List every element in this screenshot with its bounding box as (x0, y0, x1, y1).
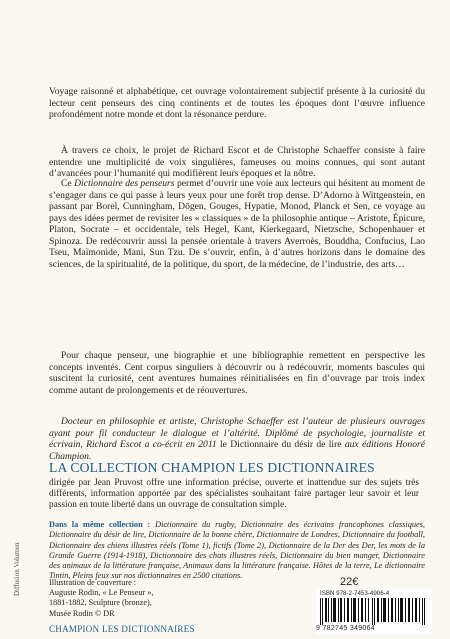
price-label: 22€ (340, 576, 359, 588)
distributor-label: Diffusion Volumen (13, 542, 21, 596)
illustration-line-4: Musée Rodin © DR (49, 608, 115, 618)
authors-bio (49, 416, 425, 462)
collection-description: dirigée par Jean Pruvost offre une information précise, ouverte et inattendue sur des sujets très différents, information apportée par des spécialistes souhaitant faire partager leur savoir et leur passion en toute liberté dans un ouvrage de consultation simple. (49, 478, 419, 510)
summary-text-3b: permet d’ouvrir une voie aux lecteurs qui hésitent au moment de s’engager dans ce qui passe à leurs yeux pour une forêt trop dense. D’Adorno à Wittgenstein, en passant par Borel, Cunningham, Dōgen, Gouges, Hypatie, Monod, Planck et Sen, ce voyage au pays des idées permet de revisiter les « classiques » de la philosophie antique – Aristote, Épicure, Platon, Socrate – et occidentale, tels Hegel, Kant, Kierkegaard, Nietzsche, Schopenhauer et Spinoza. De redécouvrir aussi la pensée orientale à travers Averroès, Bouddha, Confucius, Lao Tseu, Maïmonide, Mani, Sun Tzu. De s’ouvrir, enfin, à d’autres horizons dans le domaine des sciences, de la spiritualité, de la politique, du sport, de la médecine, de l’industrie, des arts… (49, 178, 425, 270)
barcode-icon (320, 598, 428, 625)
same-collection-list (49, 520, 425, 582)
summary-text-4: Pour chaque penseur, une biographie et une bibliographie remettent en perspective les concepts inventés. Cent corpus singuliers à découvrir ou à redécouvrir, moments bascules qui suscitent la curiosité, cent aventures humaines réinitialisées en fin d’ouvrage par trois index comme autant de prolongements et de réouvertures. (49, 350, 425, 396)
same-collection-titles: Dictionnaire du rugby, Dictionnaire des écrivains francophones classiques, Dictionnaire du désir de lire, Dictionnaire de la bonne chère, Dictionnaire de Londres, Dictionnaire du football, Dictionnaire des chiens illustres réels (Tome 1), fictifs (Tome 2), Dictionnaire de la Der des Der, les mots de la Grande Guerre (1914-1918), Dictionnaire des chats illustres réels, Dictionnaire du bien manger, Dictionnaire des animaux de la littérature française, Animaux dans la littérature française. Hôtes de la terre, Le dictionnaire Tintin, Pleins feux sur nos dictionnaires en 2500 citations. (49, 520, 425, 581)
illustration-credit (49, 578, 189, 619)
collection-title: LA COLLECTION CHAMPION LES DICTIONNAIRES (49, 460, 375, 475)
summary-text-3a: Ce (61, 178, 75, 189)
authors-bio-text (49, 416, 425, 462)
summary-paragraph-2 (49, 145, 425, 180)
barcode-number: 9 782745 349064 (316, 625, 375, 632)
same-collection-lead: Dans la même collection : (49, 520, 151, 529)
bio-part-a: Docteur en philosophie et artiste, Christophe Schaeffer est l’auteur de plusieurs ouvrages ayant pour fil conducteur le dialogue et l’altérité. Diplômé de psychologie, journaliste et écrivain, Richard Escot a co-écrit en 2011 (49, 416, 425, 450)
summary-paragraph-3 (49, 178, 425, 270)
summary-text-2: À travers ce choix, le projet de Richard Escot et de Christophe Schaeffer consiste à faire entendre une multiplicité de voix singulières, fameuses ou moins connues, qui sont autant d’avancées pour l’humanité qui modifièrent leurs époques et la nôtre. (49, 145, 425, 179)
book-title-inline: Dictionnaire des penseurs (74, 178, 175, 189)
illustration-line-3: 1881-1882, Sculpture (bronze), (49, 598, 152, 608)
illustration-line-1: Illustration de couverture : (49, 578, 137, 587)
isbn-barcode-block (316, 589, 432, 634)
bio-part-c: Dictionnaire du désir de lire (226, 439, 342, 450)
collection-brand: CHAMPION LES DICTIONNAIRES (49, 624, 195, 634)
bio-part-b: le (220, 439, 227, 450)
summary-paragraph-4 (49, 350, 425, 396)
summary-text-3 (49, 178, 425, 270)
illustration-line-2: Auguste Rodin, « Le Penseur », (49, 588, 154, 598)
summary-text-1: Voyage raisonné et alphabétique, cet ouvrage volontairement subjectif présente à la curiosité du lecteur cent penseurs des cinq continents et de toutes les époques dont l’œuvre influence profondément notre monde et dont la résonance perdure. (49, 86, 425, 120)
isbn-label: ISBN 978-2-7453-4906-4 (320, 590, 390, 597)
summary-paragraph-1 (49, 86, 425, 121)
bio-part-d: aux éditions Honoré Champion. (49, 439, 425, 462)
